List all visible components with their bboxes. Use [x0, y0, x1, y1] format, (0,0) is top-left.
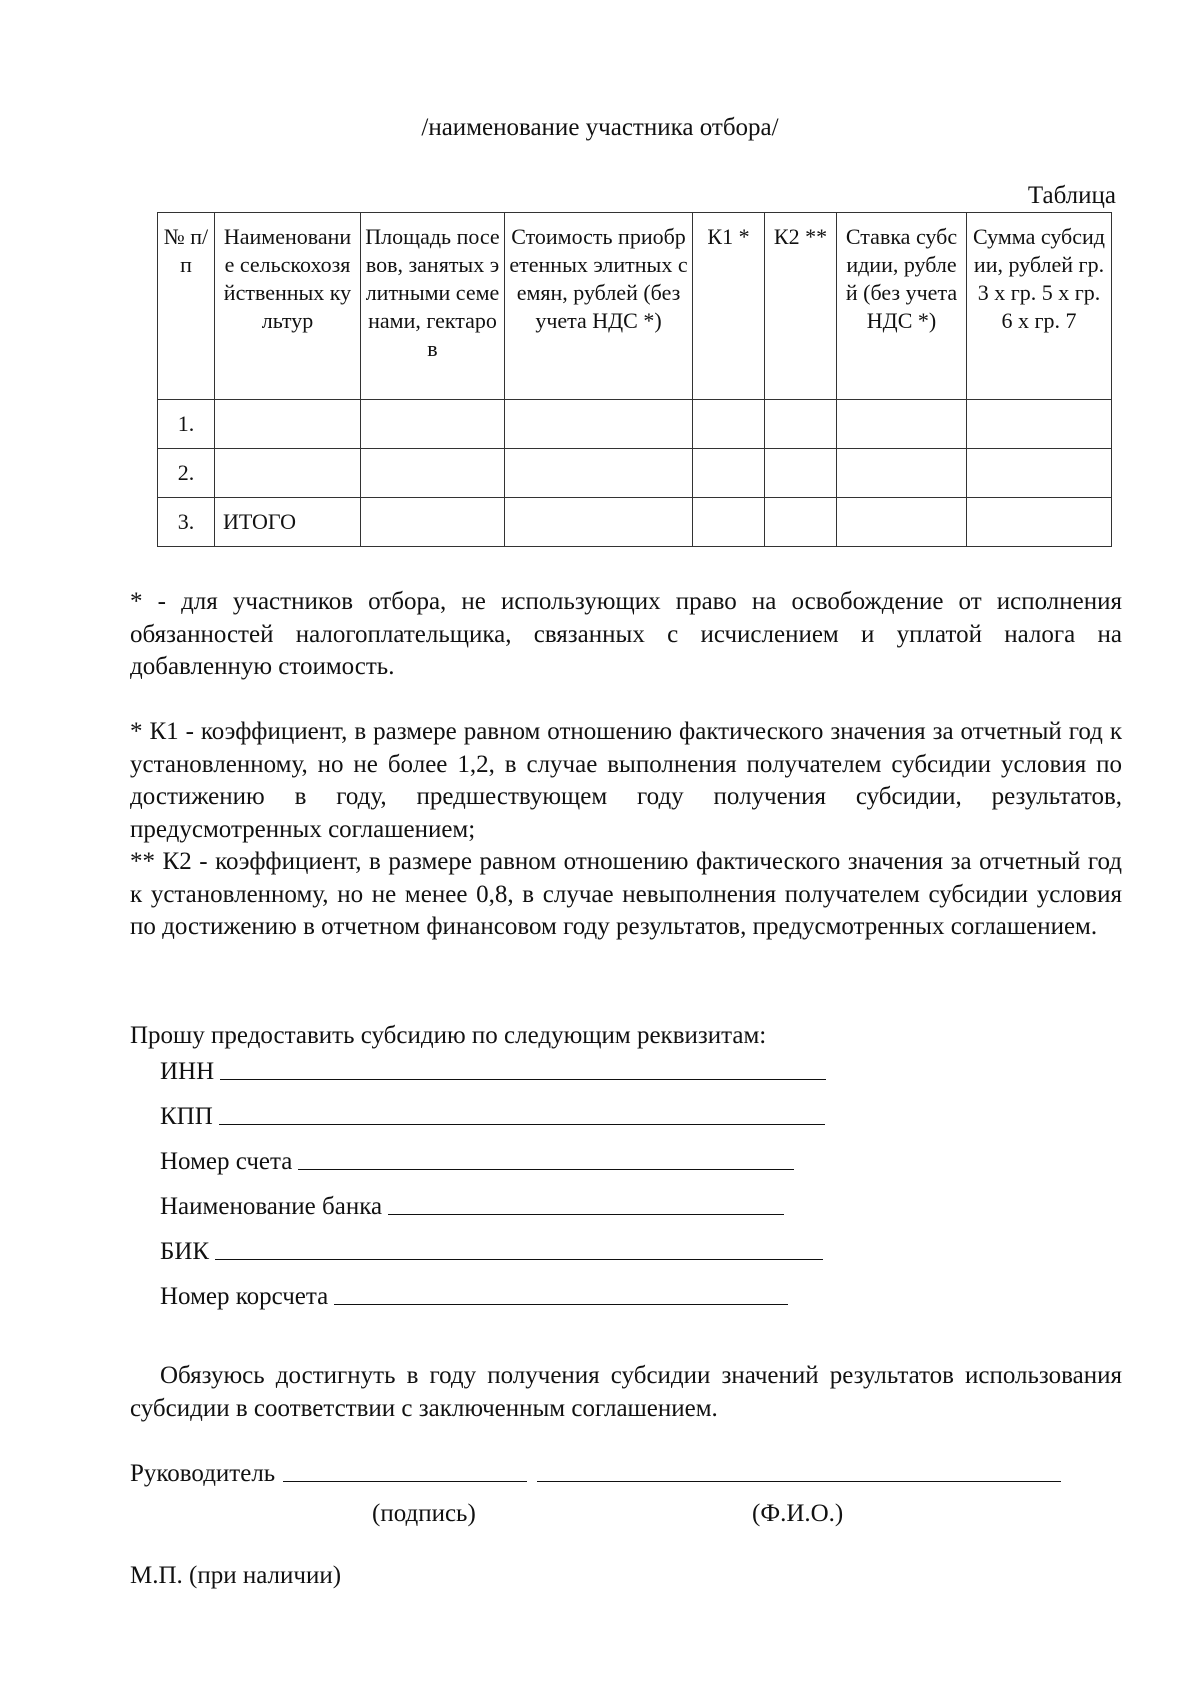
k1-cell[interactable]	[693, 400, 765, 449]
area-cell[interactable]	[361, 400, 505, 449]
inn-label: ИНН	[160, 1058, 215, 1085]
requisites-intro: Прошу предоставить субсидию по следующим реквизитам:	[130, 1022, 767, 1049]
inn-input-line[interactable]	[220, 1078, 826, 1080]
table-row	[158, 400, 1112, 449]
k2-cell[interactable]	[765, 498, 837, 547]
k1-cell[interactable]	[693, 449, 765, 498]
kpp-field-row	[160, 1091, 825, 1131]
seal-note: М.П. (при наличии)	[130, 1562, 342, 1589]
full-name-caption: (Ф.И.О.)	[752, 1500, 844, 1527]
row-number: 3.	[158, 498, 215, 547]
rate-cell[interactable]	[837, 498, 967, 547]
commitment-statement: Обязуюсь достигнуть в году получения субсидии значений результатов использования субсидии в соответствии с заключенным соглашением.	[130, 1362, 1122, 1422]
bank-label: Наименование банка	[160, 1193, 383, 1220]
corr-account-input-line[interactable]	[334, 1303, 788, 1305]
full-name-line[interactable]	[537, 1481, 1061, 1482]
account-label: Номер счета	[160, 1148, 293, 1175]
column-header-rate: Ставка субсидии, рублей (без учета НДС *)	[837, 213, 967, 400]
corr-account-label: Номер корсчета	[160, 1283, 329, 1310]
k2-cell[interactable]	[765, 449, 837, 498]
bik-field-row	[160, 1226, 823, 1266]
column-header-k1: К1 *	[693, 213, 765, 400]
signature-caption: (подпись)	[372, 1500, 476, 1527]
k2-cell[interactable]	[765, 400, 837, 449]
subsidy-sum-cell[interactable]	[967, 449, 1112, 498]
table-caption: Таблица	[1027, 182, 1116, 209]
subsidy-sum-cell[interactable]	[967, 498, 1112, 547]
k1-cell[interactable]	[693, 498, 765, 547]
k2-footnote: ** К2 - коэффициент, в размере равном отношению фактического значения за отчетный год к установленному, но не менее 0,8, в случае невыполнения получателем субсидии условия по достижению в отчетном финансовом году результатов, предусмотренных соглашением.	[130, 848, 1122, 940]
subsidy-table	[157, 212, 1112, 547]
bank-field-row	[160, 1181, 784, 1221]
column-header-area: Площадь посевов, занятых элитными семенами, гектаров	[361, 213, 505, 400]
total-label: ИТОГО	[215, 498, 361, 547]
bik-input-line[interactable]	[215, 1258, 823, 1260]
subsidy-sum-cell[interactable]	[967, 400, 1112, 449]
table-header-row	[158, 213, 1112, 400]
bik-label: БИК	[160, 1238, 210, 1265]
seed-cost-cell[interactable]	[505, 449, 693, 498]
row-number: 2.	[158, 449, 215, 498]
signature-row	[130, 1452, 1061, 1488]
area-cell[interactable]	[361, 449, 505, 498]
k1-footnote: * К1 - коэффициент, в размере равном отношению фактического значения за отчетный год к установленному, но не более 1,2, в случае выполнения получателем субсидии условия по достижению в году, предшествующем году получения субсидии, результатов, предусмотренных соглашением;	[130, 718, 1122, 843]
row-number: 1.	[158, 400, 215, 449]
signature-line[interactable]	[283, 1481, 527, 1482]
vat-footnote: * - для участников отбора, не использующих право на освобождение от исполнения обязанностей налогоплательщика, связанных с исчислением и уплатой налога на добавленную стоимость.	[130, 588, 1122, 680]
crop-name-cell[interactable]	[215, 449, 361, 498]
column-header-seed-cost: Стоимость приобретенных элитных семян, рублей (без учета НДС *)	[505, 213, 693, 400]
crop-name-cell[interactable]	[215, 400, 361, 449]
inn-field-row	[160, 1046, 826, 1086]
table-row	[158, 449, 1112, 498]
account-input-line[interactable]	[298, 1168, 794, 1170]
area-cell[interactable]	[361, 498, 505, 547]
seed-cost-cell[interactable]	[505, 400, 693, 449]
column-header-k2: К2 **	[765, 213, 837, 400]
kpp-input-line[interactable]	[219, 1123, 825, 1125]
column-header-crop-name: Наименование сельскохозяйственных культур	[215, 213, 361, 400]
participant-name-caption: /наименование участника отбора/	[421, 114, 779, 141]
director-label: Руководитель	[130, 1460, 276, 1487]
column-header-subsidy-sum: Сумма субсидии, рублей гр. 3 х гр. 5 х гр. 6 х гр. 7	[967, 213, 1112, 400]
kpp-label: КПП	[160, 1103, 213, 1130]
bank-input-line[interactable]	[388, 1213, 784, 1215]
rate-cell[interactable]	[837, 400, 967, 449]
seed-cost-cell[interactable]	[505, 498, 693, 547]
corr-account-field-row	[160, 1271, 788, 1311]
table-row-total	[158, 498, 1112, 547]
rate-cell[interactable]	[837, 449, 967, 498]
account-field-row	[160, 1136, 794, 1176]
column-header-number: № п/п	[158, 213, 215, 400]
